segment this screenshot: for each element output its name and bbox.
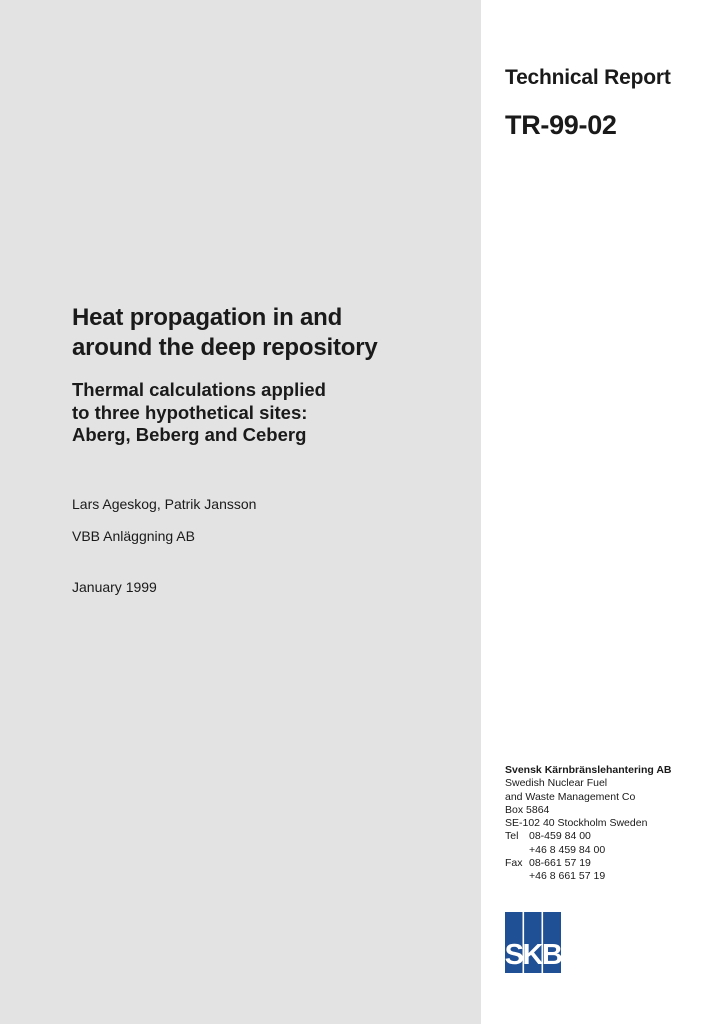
tel-number: 08-459 84 00 <box>529 830 591 843</box>
publisher-block <box>505 764 715 884</box>
authors: Lars Ageskog, Patrik Jansson <box>72 496 257 512</box>
title-line: Heat propagation in and <box>72 304 343 331</box>
subtitle-line: Thermal calculations applied <box>72 379 326 400</box>
report-subtitle <box>72 379 472 447</box>
subtitle-line: to three hypothetical sites: <box>72 401 308 423</box>
fax-row-intl <box>505 870 715 883</box>
fax-label: Fax <box>505 857 523 870</box>
organisation: VBB Anläggning AB <box>72 528 195 544</box>
tel-number-intl: +46 8 459 84 00 <box>529 843 606 856</box>
publisher-box: Box 5864 <box>505 803 550 816</box>
tel-row <box>505 830 715 843</box>
fax-number: 08-661 57 19 <box>529 857 591 870</box>
skb-logo <box>505 912 561 973</box>
title-line: around the deep repository <box>72 334 378 361</box>
tel-label: Tel <box>505 830 519 843</box>
report-number: TR-99-02 <box>505 110 617 140</box>
report-type-label: Technical Report <box>505 66 671 89</box>
publisher-line: and Waste Management Co <box>505 790 636 803</box>
tel-row-intl <box>505 844 715 857</box>
fax-number-intl: +46 8 661 57 19 <box>529 870 606 883</box>
publication-date: January 1999 <box>72 579 157 595</box>
report-title <box>72 303 472 363</box>
fax-row <box>505 857 715 870</box>
subtitle-line: Aberg, Beberg and Ceberg <box>72 424 307 445</box>
publisher-name: Svensk Kärnbränslehantering AB <box>505 764 672 776</box>
publisher-line: Swedish Nuclear Fuel <box>505 777 608 790</box>
publisher-city: SE-102 40 Stockholm Sweden <box>505 817 648 830</box>
logo-text: SKB <box>505 939 561 971</box>
